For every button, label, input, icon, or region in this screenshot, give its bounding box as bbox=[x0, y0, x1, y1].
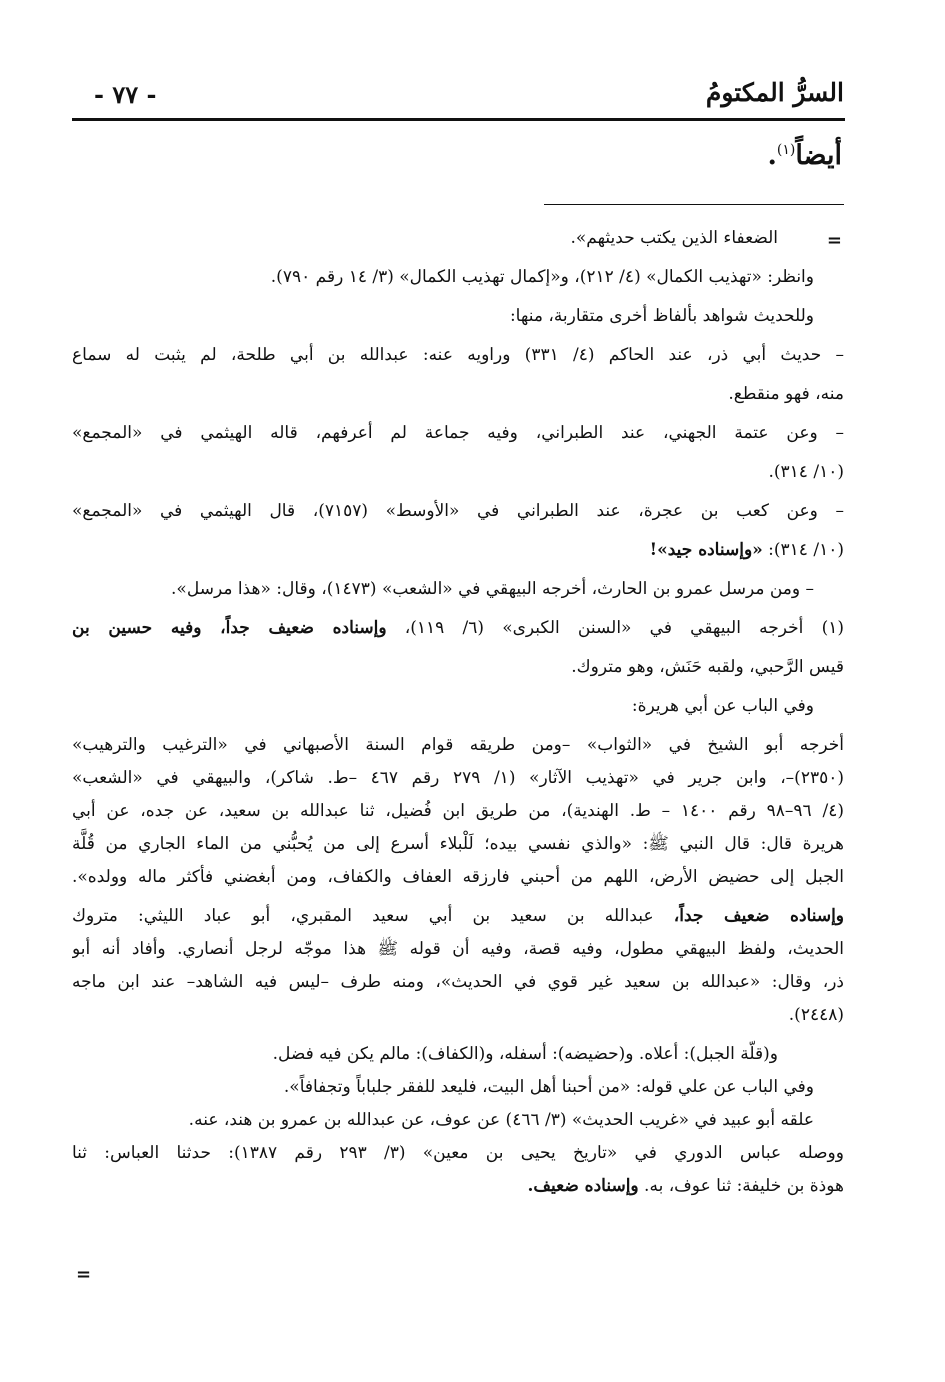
footnote-1-line bbox=[72, 612, 844, 645]
bold-phrase: وإسناده ضعيف جداً، وفيه حسين بن bbox=[72, 618, 387, 638]
note-line: وفي الباب عن أبي هريرة: bbox=[631, 696, 814, 716]
note-line: الحديث، ولفظ البيهقي مطول، وفيه قصة، وفيه أن قوله ﷺ هذا موجّه لرجل أنصاري. وأفاد أنه أبو bbox=[72, 939, 844, 959]
bold-phrase: وإسناده ضعيف. bbox=[527, 1176, 639, 1196]
note-line: ووصله عباس الدوري في «تاريخ يحيى بن معين» (٣/ ٢٩٣ رقم ١٣٨٧): حدثنا العباس: ثنا bbox=[72, 1143, 844, 1163]
book-title: السرُّ المكتومُ bbox=[705, 78, 844, 107]
note-line-text: عبدالله بن سعيد بن أبي سعيد المقبري، أبو عباد الليثي: متروك bbox=[72, 906, 654, 926]
note-line: وفي الباب عن علي قوله: «من أحبنا أهل البيت، فليعد للفقر جلباباً وتجفافاً». bbox=[283, 1077, 814, 1097]
note-line bbox=[72, 534, 844, 567]
note-line: الجبل إلى حضيض الأرض، اللهم من أحبني فارزقه العفاف والكفاف، ومن أبغضني فأكثر ماله وولده». bbox=[72, 867, 844, 887]
note-line-text: (١٠/ ٣١٤): bbox=[762, 540, 844, 560]
note-line: ذر، وقال: «عبدالله بن سعيد غير قوي في الحديث»، ومنه طرف –ليس فيه الشاهد– عند ابن ماجه bbox=[72, 972, 844, 992]
note-line-text: هوذة بن خليفة: ثنا عوف، به. bbox=[638, 1176, 844, 1196]
note-line: (٢٤٤٨). bbox=[788, 1005, 844, 1025]
continuation-marker-bottom: = bbox=[76, 1264, 92, 1285]
note-line: هريرة قال: قال النبي ﷺ: «والذي نفسي بيده؛ لَلْبلاء أسرع إلى من يُحبُّني من الماء الجاري من قُلَّة bbox=[72, 834, 844, 854]
note-line-text: (١) أخرجه البيهقي في «السنن الكبرى» (٦/ ١١٩)، bbox=[386, 618, 844, 638]
note-line: (١٠/ ٣١٤). bbox=[768, 462, 844, 482]
note-line: علقه أبو عبيد في «غريب الحديث» (٣/ ٤٦٦) عن عوف، عن عبدالله بن عمرو بن هند، عنه. bbox=[188, 1110, 814, 1130]
note-line: أخرجه أبو الشيخ في «الثواب» –ومن طريقه قوام السنة الأصبهاني في «الترغيب والترهيب» bbox=[72, 735, 844, 755]
note-line: (٤/ ٩٦–٩٨ رقم ١٤٠٠ – ط. الهندية)، من طريق ابن فُضيل، ثنا عبدالله بن سعيد، عن جده، عن أبي bbox=[72, 801, 844, 821]
note-line bbox=[72, 1170, 844, 1203]
note-line: و(قلّة الجبل): أعلاه. و(حضيضه): أسفله، و(الكفاف): مالم يكن فيه فضل. bbox=[272, 1044, 778, 1064]
note-line: – ومن مرسل عمرو بن الحارث، أخرجه البيهقي في «الشعب» (١٤٧٣)، وقال: «هذا مرسل». bbox=[171, 579, 814, 599]
note-line: – وعن عتمة الجهني، عند الطبراني، وفيه جماعة لم أعرفهم، قاله الهيثمي في «المجمع» bbox=[72, 423, 844, 443]
header-rule bbox=[72, 118, 845, 121]
note-line: الضعفاء الذين يكتب حديثهم». bbox=[570, 228, 778, 248]
main-text-period: . bbox=[767, 140, 777, 171]
footnote-reference: (١) bbox=[776, 142, 796, 158]
page-number: - ٧٧ - bbox=[94, 80, 157, 109]
note-line: – حديث أبي ذر، عند الحاكم (٤/ ٣٣١) وراويه عنه: عبدالله بن أبي طلحة، لم يثبت له سماع bbox=[72, 345, 844, 365]
bold-phrase: وإسناده ضعيف جداً، bbox=[673, 906, 844, 926]
note-line bbox=[72, 900, 844, 933]
note-line: وانظر: «تهذيب الكمال» (٤/ ٢١٢)، و«إكمال تهذيب الكمال» (٣/ ١٤ رقم ٧٩٠). bbox=[270, 267, 814, 287]
note-line: وللحديث شواهد بألفاظ أخرى متقاربة، منها: bbox=[509, 306, 814, 326]
main-text-word: أيضاً bbox=[795, 140, 842, 171]
note-line: منه، فهو منقطع. bbox=[728, 384, 844, 404]
note-line: (٢٣٥٠)–، وابن جرير في «تهذيب الآثار» (١/ ٢٧٩ رقم ٤٦٧ –ط. شاكر)، والبيهقي في «الشعب» bbox=[72, 768, 844, 788]
main-text bbox=[767, 140, 842, 171]
running-header bbox=[72, 72, 844, 116]
note-line: – وعن كعب بن عجرة، عند الطبراني في «الأوسط» (٧١٥٧)، قال الهيثمي في «المجمع» bbox=[72, 501, 844, 521]
footnotes-block bbox=[72, 222, 844, 1203]
continuation-marker-top: = bbox=[826, 230, 842, 251]
bold-phrase: «وإسناده جيد»! bbox=[649, 540, 763, 560]
note-line: قيس الرَّحبي، ولقبه حَنَش، وهو متروك. bbox=[571, 657, 844, 677]
footnote-separator bbox=[544, 204, 844, 205]
